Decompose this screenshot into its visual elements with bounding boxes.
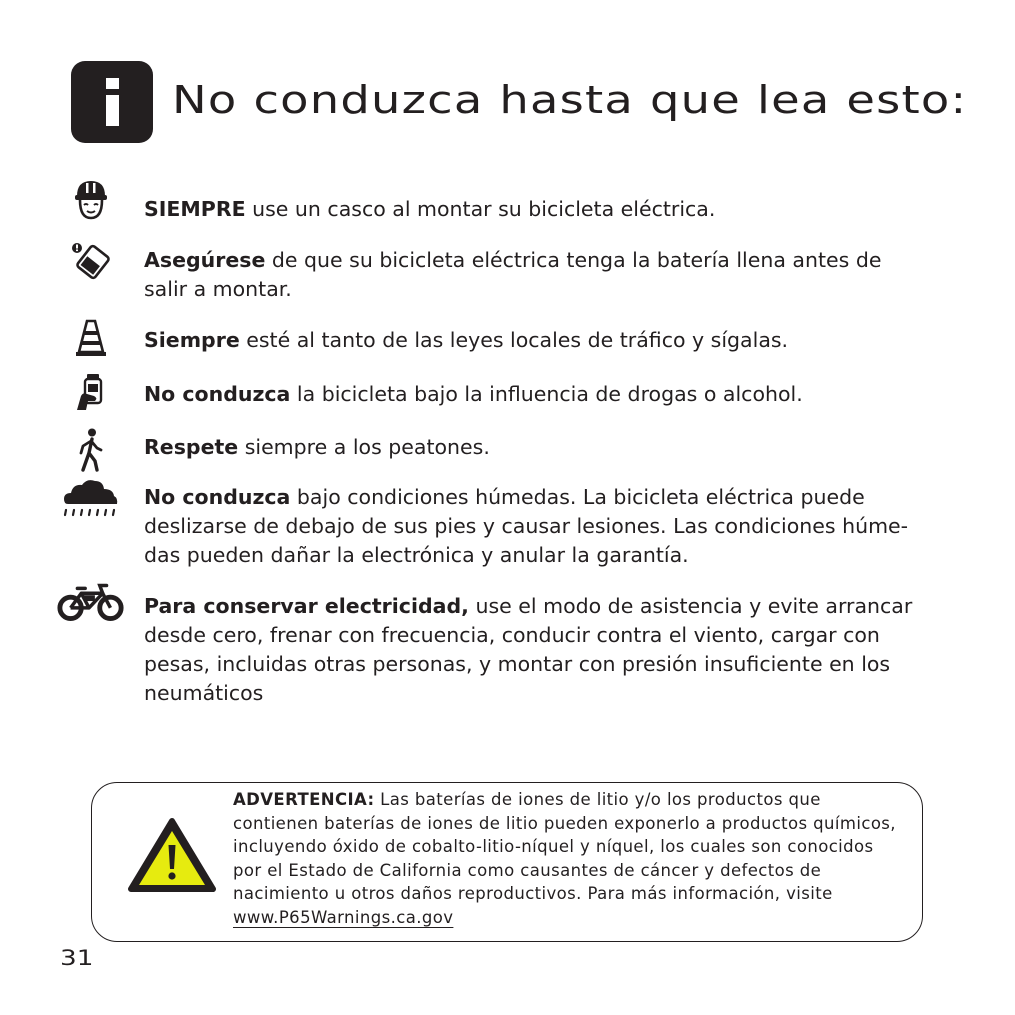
helmet-icon <box>56 178 126 222</box>
p65-warnings-link[interactable]: www.P65Warnings.ca.gov <box>233 907 454 927</box>
phone-battery-icon <box>56 242 126 280</box>
rain-cloud-icon <box>56 478 126 522</box>
rule-alcohol: No conduzca la bicicleta bajo la influencia de drogas o alcohol. <box>144 382 803 406</box>
rule-pedestrians: Respete siempre a los peatones. <box>144 435 490 459</box>
pedestrian-icon <box>56 428 126 472</box>
rule-wet-conditions: No conduzca bajo condiciones húmedas. La bicicleta eléctrica puede deslizarse de debajo de sus pies y causar lesiones. Las condiciones húme-das pueden dañar la electrónica y anular la garantía. <box>144 485 909 567</box>
bicycle-icon <box>56 582 126 624</box>
hand-drink-icon <box>56 372 126 412</box>
info-icon <box>71 61 153 143</box>
traffic-cone-icon <box>56 318 126 358</box>
page-title: No conduzca hasta que lea esto: <box>172 78 968 122</box>
rule-helmet: SIEMPRE use un casco al montar su bicicleta eléctrica. <box>144 197 716 221</box>
rule-battery: Asegúrese de que su bicicleta eléctrica tenga la batería llena antes de salir a montar. <box>144 248 882 301</box>
page-number: 31 <box>60 946 94 970</box>
rule-conserve-electricity: Para conservar electricidad, use el modo de asistencia y evite arrancar desde cero, frenar con frecuencia, conducir contra el viento, cargar con pesas, incluidas otras personas, y montar con presión insuficiente en los neumáticos <box>144 594 913 705</box>
warning-triangle-icon <box>127 817 217 897</box>
rule-traffic: Siempre esté al tanto de las leyes locales de tráfico y sígalas. <box>144 328 789 352</box>
warning-text: ADVERTENCIA: Las baterías de iones de litio y/o los productos que contienen baterías de iones de litio pueden exponerlo a productos químicos, incluyendo óxido de cobalto-litio-níquel y níquel, los cuales son conocidos por el Estado de California como causantes de cáncer y defectos de nacimiento u otros daños reproductivos. Para más información, visite www.P65Warnings.ca.gov <box>233 790 896 927</box>
